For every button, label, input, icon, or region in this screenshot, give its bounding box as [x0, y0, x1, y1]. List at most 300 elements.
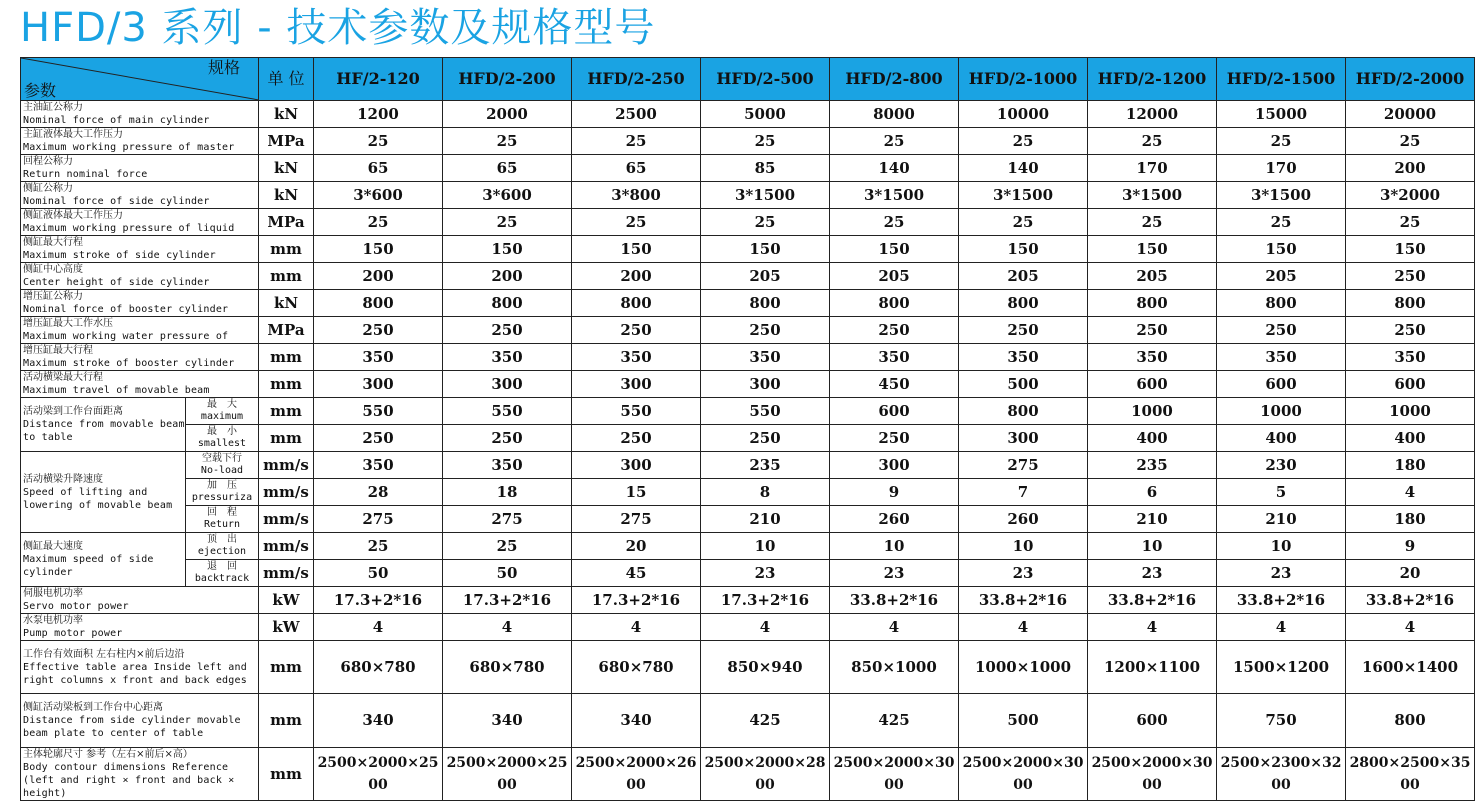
header-row: [21, 58, 1475, 101]
param-name-zh: 侧缸最大行程: [23, 237, 83, 248]
value-cell: 1200×1100: [1088, 641, 1217, 694]
value-cell: 140: [959, 155, 1088, 182]
value-cell: 12000: [1088, 101, 1217, 128]
value-cell: 350: [314, 344, 443, 371]
value-cell: 425: [701, 694, 830, 748]
value-cell: 600: [1346, 371, 1475, 398]
value-cell: 1000: [1346, 398, 1475, 425]
value-cell: 250: [443, 317, 572, 344]
value-cell: 150: [1088, 236, 1217, 263]
value-cell: 275: [959, 452, 1088, 479]
table-row: [21, 506, 1475, 533]
table-row: [21, 479, 1475, 506]
value-cell: 400: [1217, 425, 1346, 452]
value-cell: 3*600: [314, 182, 443, 209]
value-cell: 800: [1346, 694, 1475, 748]
value-cell: 800: [314, 290, 443, 317]
value-cell: 25: [959, 128, 1088, 155]
param-name-zh: 活动横梁升降速度: [23, 473, 103, 485]
unit-cell: MPa: [259, 317, 314, 344]
sub-param-en: No-load: [200, 465, 244, 476]
model-header: HFD/2-800: [830, 58, 959, 101]
value-cell: 450: [830, 371, 959, 398]
table-row: [21, 290, 1475, 317]
value-cell: 350: [701, 344, 830, 371]
table-row: [21, 614, 1475, 641]
param-cell: [21, 452, 186, 533]
param-name-zh: 活动横梁最大行程: [23, 372, 103, 383]
value-cell: 4: [701, 614, 830, 641]
unit-cell: mm: [259, 236, 314, 263]
param-name-en: Maximum speed of side cylinder: [23, 554, 154, 578]
value-cell: 300: [830, 452, 959, 479]
model-header: HFD/2-200: [443, 58, 572, 101]
value-cell: 210: [701, 506, 830, 533]
unit-cell: mm: [259, 425, 314, 452]
param-name-zh: 增压缸最大行程: [23, 345, 93, 356]
value-cell: 85: [701, 155, 830, 182]
value-cell: 150: [314, 236, 443, 263]
value-cell: 10: [701, 533, 830, 560]
value-cell: 1000: [1088, 398, 1217, 425]
value-cell: 350: [1088, 344, 1217, 371]
table-row: [21, 560, 1475, 587]
sub-param-en: Return: [203, 519, 241, 530]
table-row: [21, 209, 1475, 236]
value-cell: 2500×2000×2800: [701, 748, 830, 801]
value-cell: 150: [830, 236, 959, 263]
sub-param-en: smallest: [197, 438, 247, 449]
value-cell: 250: [830, 425, 959, 452]
table-row: [21, 641, 1475, 694]
value-cell: 23: [830, 560, 959, 587]
value-cell: 680×780: [572, 641, 701, 694]
sub-param-zh: 回 程: [207, 507, 237, 518]
table-row: [21, 344, 1475, 371]
unit-cell: mm: [259, 398, 314, 425]
page-title: HFD/3 系列 - 技术参数及规格型号: [20, 5, 656, 51]
value-cell: 200: [1346, 155, 1475, 182]
value-cell: 4: [1088, 614, 1217, 641]
spec-label: 规格: [207, 58, 240, 77]
table-row: [21, 182, 1475, 209]
model-header: HFD/2-1500: [1217, 58, 1346, 101]
param-name-en: Maximum travel of movable beam: [23, 385, 210, 396]
value-cell: 10: [959, 533, 1088, 560]
value-cell: 205: [959, 263, 1088, 290]
value-cell: 500: [959, 371, 1088, 398]
value-cell: 25: [959, 209, 1088, 236]
value-cell: 350: [443, 344, 572, 371]
value-cell: 205: [830, 263, 959, 290]
value-cell: 5: [1217, 479, 1346, 506]
value-cell: 20000: [1346, 101, 1475, 128]
param-name-en: Maximum working pressure of master: [23, 142, 235, 153]
value-cell: 150: [1346, 236, 1475, 263]
param-name-zh: 主体轮廓尺寸 参考（左右×前后×高）: [23, 749, 193, 760]
value-cell: 8: [701, 479, 830, 506]
value-cell: 340: [314, 694, 443, 748]
value-cell: 800: [701, 290, 830, 317]
param-name-en: Body contour dimensions Reference (left and right × front and back × height): [23, 762, 235, 799]
value-cell: 425: [830, 694, 959, 748]
value-cell: 23: [959, 560, 1088, 587]
value-cell: 550: [443, 398, 572, 425]
value-cell: 4: [1346, 479, 1475, 506]
value-cell: 400: [1346, 425, 1475, 452]
corner-header: [21, 58, 259, 101]
table-row: [21, 425, 1475, 452]
value-cell: 180: [1346, 452, 1475, 479]
param-cell: [21, 236, 259, 263]
value-cell: 300: [443, 371, 572, 398]
unit-cell: mm: [259, 344, 314, 371]
unit-cell: kN: [259, 182, 314, 209]
value-cell: 2500: [572, 101, 701, 128]
param-cell: [21, 533, 186, 587]
value-cell: 15000: [1217, 101, 1346, 128]
param-cell: [21, 209, 259, 236]
value-cell: 4: [314, 614, 443, 641]
model-header: HFD/2-1200: [1088, 58, 1217, 101]
param-name-en: Nominal force of booster cylinder: [23, 304, 229, 315]
value-cell: 1000: [1217, 398, 1346, 425]
value-cell: 550: [314, 398, 443, 425]
value-cell: 850×940: [701, 641, 830, 694]
value-cell: 250: [314, 425, 443, 452]
value-cell: 25: [572, 209, 701, 236]
value-cell: 1200: [314, 101, 443, 128]
value-cell: 550: [572, 398, 701, 425]
value-cell: 250: [830, 317, 959, 344]
value-cell: 23: [1088, 560, 1217, 587]
value-cell: 25: [830, 128, 959, 155]
value-cell: 20: [1346, 560, 1475, 587]
value-cell: 200: [314, 263, 443, 290]
value-cell: 33.8+2*16: [959, 587, 1088, 614]
model-header: HFD/2-1000: [959, 58, 1088, 101]
param-name-zh: 主油缸公称力: [23, 102, 83, 113]
value-cell: 210: [1217, 506, 1346, 533]
value-cell: 800: [1217, 290, 1346, 317]
value-cell: 10: [830, 533, 959, 560]
value-cell: 300: [314, 371, 443, 398]
value-cell: 800: [1346, 290, 1475, 317]
value-cell: 1600×1400: [1346, 641, 1475, 694]
model-header: HFD/2-500: [701, 58, 830, 101]
value-cell: 250: [572, 317, 701, 344]
unit-cell: mm/s: [259, 452, 314, 479]
value-cell: 8000: [830, 101, 959, 128]
param-cell: [21, 398, 186, 452]
param-label: 参数: [24, 81, 57, 100]
value-cell: 2500×2000×2500: [314, 748, 443, 801]
value-cell: 4: [830, 614, 959, 641]
param-name-zh: 增压缸最大工作水压: [23, 318, 113, 329]
param-cell: [21, 128, 259, 155]
value-cell: 180: [1346, 506, 1475, 533]
value-cell: 3*1500: [701, 182, 830, 209]
value-cell: 250: [1346, 317, 1475, 344]
sub-param-en: backtrack: [194, 573, 250, 584]
sub-param-zh: 顶 出: [207, 534, 237, 545]
value-cell: 250: [959, 317, 1088, 344]
value-cell: 7: [959, 479, 1088, 506]
value-cell: 25: [1088, 209, 1217, 236]
unit-cell: mm: [259, 371, 314, 398]
unit-cell: kN: [259, 155, 314, 182]
param-name-zh: 水泵电机功率: [23, 615, 83, 626]
value-cell: 50: [443, 560, 572, 587]
value-cell: 600: [1088, 371, 1217, 398]
value-cell: 210: [1088, 506, 1217, 533]
table-row: [21, 236, 1475, 263]
value-cell: 4: [1217, 614, 1346, 641]
value-cell: 150: [701, 236, 830, 263]
value-cell: 3*1500: [830, 182, 959, 209]
unit-cell: mm/s: [259, 533, 314, 560]
unit-cell: mm/s: [259, 479, 314, 506]
value-cell: 3*800: [572, 182, 701, 209]
table-row: [21, 398, 1475, 425]
unit-cell: kN: [259, 101, 314, 128]
table-row: [21, 452, 1475, 479]
value-cell: 300: [572, 371, 701, 398]
value-cell: 2500×2000×2600: [572, 748, 701, 801]
value-cell: 2000: [443, 101, 572, 128]
value-cell: 23: [1217, 560, 1346, 587]
value-cell: 550: [701, 398, 830, 425]
value-cell: 350: [572, 344, 701, 371]
param-name-zh: 回程公称力: [23, 156, 73, 167]
value-cell: 10000: [959, 101, 1088, 128]
value-cell: 600: [1088, 694, 1217, 748]
value-cell: 300: [959, 425, 1088, 452]
sub-param-cell: [186, 398, 259, 425]
table-row: [21, 694, 1475, 748]
value-cell: 275: [314, 506, 443, 533]
value-cell: 260: [830, 506, 959, 533]
param-name-en: Maximum working water pressure of: [23, 331, 229, 342]
value-cell: 65: [572, 155, 701, 182]
value-cell: 17.3+2*16: [443, 587, 572, 614]
param-name-zh: 侧缸活动梁板到工作台中心距离: [23, 702, 163, 713]
unit-cell: kW: [259, 587, 314, 614]
param-cell: [21, 587, 259, 614]
sub-param-cell: [186, 506, 259, 533]
value-cell: 800: [1088, 290, 1217, 317]
value-cell: 800: [959, 290, 1088, 317]
param-name-zh: 侧缸液体最大工作压力: [23, 210, 123, 221]
table-row: [21, 317, 1475, 344]
value-cell: 350: [1346, 344, 1475, 371]
value-cell: 250: [701, 425, 830, 452]
value-cell: 4: [572, 614, 701, 641]
value-cell: 3*2000: [1346, 182, 1475, 209]
value-cell: 600: [830, 398, 959, 425]
value-cell: 2500×2000×3000: [1088, 748, 1217, 801]
sub-param-cell: [186, 425, 259, 452]
param-name-zh: 活动梁到工作台面距离: [23, 406, 123, 417]
param-name-zh: 侧缸最大速度: [23, 541, 83, 552]
param-name-en: Pump motor power: [23, 628, 123, 639]
param-name-en: Maximum working pressure of liquid: [23, 223, 235, 234]
value-cell: 3*1500: [1088, 182, 1217, 209]
value-cell: 170: [1088, 155, 1217, 182]
param-name-en: Speed of lifting and lowering of movable beam: [23, 486, 173, 511]
value-cell: 1500×1200: [1217, 641, 1346, 694]
value-cell: 235: [1088, 452, 1217, 479]
value-cell: 150: [1217, 236, 1346, 263]
value-cell: 18: [443, 479, 572, 506]
value-cell: 3*1500: [959, 182, 1088, 209]
unit-cell: mm: [259, 748, 314, 801]
table-row: [21, 101, 1475, 128]
value-cell: 25: [701, 209, 830, 236]
value-cell: 10: [1217, 533, 1346, 560]
value-cell: 205: [1217, 263, 1346, 290]
model-header: HF/2-120: [314, 58, 443, 101]
value-cell: 205: [701, 263, 830, 290]
value-cell: 300: [701, 371, 830, 398]
value-cell: 340: [443, 694, 572, 748]
table-row: [21, 128, 1475, 155]
value-cell: 850×1000: [830, 641, 959, 694]
param-name-en: Return nominal force: [23, 169, 148, 180]
value-cell: 800: [572, 290, 701, 317]
value-cell: 25: [1346, 128, 1475, 155]
value-cell: 9: [1346, 533, 1475, 560]
sub-param-en: maximum: [200, 411, 244, 422]
value-cell: 1000×1000: [959, 641, 1088, 694]
param-name-en: Center height of side cylinder: [23, 277, 210, 288]
param-name-en: Servo motor power: [23, 601, 129, 612]
param-cell: [21, 101, 259, 128]
value-cell: 750: [1217, 694, 1346, 748]
sub-param-cell: [186, 560, 259, 587]
value-cell: 28: [314, 479, 443, 506]
unit-cell: mm: [259, 694, 314, 748]
value-cell: 33.8+2*16: [1217, 587, 1346, 614]
param-name-en: Distance from side cylinder movable beam plate to center of table: [23, 715, 241, 739]
value-cell: 250: [1088, 317, 1217, 344]
sub-param-en: ejection: [197, 546, 247, 557]
value-cell: 680×780: [443, 641, 572, 694]
param-cell: [21, 748, 259, 801]
param-cell: [21, 317, 259, 344]
value-cell: 45: [572, 560, 701, 587]
unit-cell: mm: [259, 263, 314, 290]
param-cell: [21, 155, 259, 182]
value-cell: 350: [830, 344, 959, 371]
value-cell: 65: [443, 155, 572, 182]
param-cell: [21, 182, 259, 209]
sub-param-cell: [186, 533, 259, 560]
value-cell: 250: [1217, 317, 1346, 344]
value-cell: 25: [314, 128, 443, 155]
value-cell: 250: [701, 317, 830, 344]
param-cell: [21, 641, 259, 694]
value-cell: 25: [314, 209, 443, 236]
value-cell: 4: [1346, 614, 1475, 641]
sub-param-cell: [186, 452, 259, 479]
unit-cell: mm/s: [259, 506, 314, 533]
value-cell: 2500×2300×3200: [1217, 748, 1346, 801]
value-cell: 170: [1217, 155, 1346, 182]
value-cell: 17.3+2*16: [314, 587, 443, 614]
param-name-en: Distance from movable beam to table: [23, 419, 185, 443]
value-cell: 4: [443, 614, 572, 641]
value-cell: 25: [701, 128, 830, 155]
value-cell: 33.8+2*16: [830, 587, 959, 614]
table-row: [21, 371, 1475, 398]
param-name-zh: 工作台有效面积 左右柱内×前后边沿: [23, 648, 185, 660]
value-cell: 25: [1217, 128, 1346, 155]
model-header: HFD/2-2000: [1346, 58, 1475, 101]
value-cell: 250: [443, 425, 572, 452]
unit-cell: MPa: [259, 209, 314, 236]
unit-cell: mm/s: [259, 560, 314, 587]
value-cell: 25: [443, 209, 572, 236]
value-cell: 350: [1217, 344, 1346, 371]
value-cell: 50: [314, 560, 443, 587]
value-cell: 25: [314, 533, 443, 560]
value-cell: 350: [443, 452, 572, 479]
value-cell: 275: [443, 506, 572, 533]
value-cell: 9: [830, 479, 959, 506]
value-cell: 260: [959, 506, 1088, 533]
value-cell: 5000: [701, 101, 830, 128]
value-cell: 33.8+2*16: [1088, 587, 1217, 614]
sub-param-en: pressuriza: [191, 492, 253, 503]
unit-cell: MPa: [259, 128, 314, 155]
value-cell: 15: [572, 479, 701, 506]
table-row: [21, 263, 1475, 290]
unit-cell: kN: [259, 290, 314, 317]
param-cell: [21, 614, 259, 641]
sub-param-zh: 最 小: [207, 426, 237, 437]
value-cell: 400: [1088, 425, 1217, 452]
value-cell: 300: [572, 452, 701, 479]
param-cell: [21, 263, 259, 290]
value-cell: 140: [830, 155, 959, 182]
sub-param-zh: 退 回: [207, 561, 237, 572]
value-cell: 25: [443, 533, 572, 560]
sub-param-zh: 空载下行: [202, 453, 242, 464]
value-cell: 250: [572, 425, 701, 452]
unit-cell: mm: [259, 641, 314, 694]
param-cell: [21, 290, 259, 317]
value-cell: 17.3+2*16: [701, 587, 830, 614]
param-name-zh: 侧缸公称力: [23, 183, 73, 194]
value-cell: 6: [1088, 479, 1217, 506]
value-cell: 3*1500: [1217, 182, 1346, 209]
value-cell: 10: [1088, 533, 1217, 560]
value-cell: 2800×2500×3500: [1346, 748, 1475, 801]
value-cell: 200: [443, 263, 572, 290]
value-cell: 23: [701, 560, 830, 587]
value-cell: 250: [314, 317, 443, 344]
value-cell: 33.8+2*16: [1346, 587, 1475, 614]
value-cell: 25: [830, 209, 959, 236]
param-name-en: Nominal force of side cylinder: [23, 196, 210, 207]
table-row: [21, 587, 1475, 614]
value-cell: 20: [572, 533, 701, 560]
value-cell: 800: [959, 398, 1088, 425]
value-cell: 25: [1346, 209, 1475, 236]
param-cell: [21, 371, 259, 398]
value-cell: 600: [1217, 371, 1346, 398]
